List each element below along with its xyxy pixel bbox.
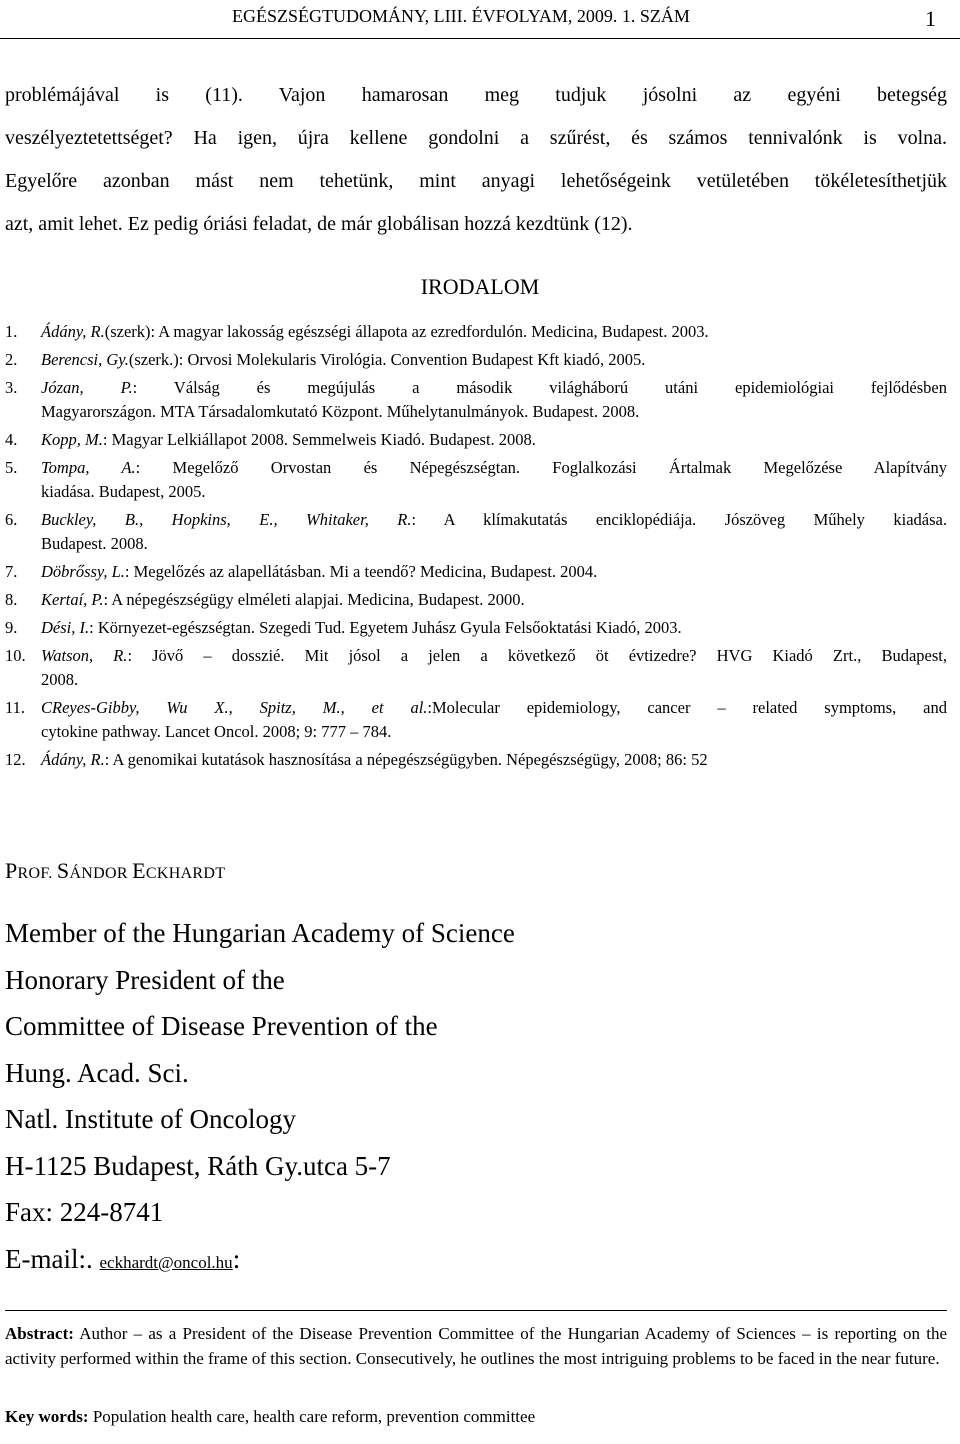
references-list (5, 320, 947, 776)
reference-number: 6. (5, 510, 18, 529)
abstract (5, 1322, 947, 1371)
reference-number: 7. (5, 562, 18, 581)
reference-number: 10. (5, 646, 26, 665)
email-line (5, 1236, 515, 1287)
reference-continuation: cytokine pathway. Lancet Oncol. 2008; 9: 777 – 784. (41, 722, 392, 741)
reference-item (5, 348, 947, 372)
reference-item (5, 508, 947, 556)
name-initial: S (56, 858, 70, 883)
name-initial: P (5, 858, 18, 883)
reference-line (41, 456, 947, 480)
keywords-text: Population health care, health care reform, prevention committee (88, 1407, 536, 1426)
body-line: problémájával is (11). Vajon hamarosan meg tudjuk jósolni az egyéni betegség (5, 84, 947, 106)
reference-item (5, 456, 947, 504)
reference-item (5, 748, 947, 772)
author-name (5, 858, 225, 884)
reference-text: : Megelőzés az alapellátásban. Mi a teendő? Medicina, Budapest. 2004. (124, 562, 598, 581)
abstract-text: Author – as a President of the Disease Prevention Committee of the Hungarian Academy of Sciences – is reporting on the activity performed within the frame of this section. Consecutively, he outlines the most intriguing problems to be faced in the near future. (5, 1324, 947, 1368)
reference-text: : A genomikai kutatások hasznosítása a népegészségügyben. Népegészségügy, 2008; 86: 52 (104, 750, 708, 769)
reference-line (41, 428, 947, 452)
reference-author: CReyes-Gibby, Wu X., Spitz, M., et al. (41, 698, 428, 717)
reference-line (41, 348, 947, 372)
running-title: EGÉSZSÉGTUDOMÁNY, LIII. ÉVFOLYAM, 2009. 1. SZÁM (232, 6, 690, 26)
reference-item (5, 560, 947, 584)
keywords-label: Key words: (5, 1407, 89, 1426)
reference-item (5, 320, 947, 344)
body-line: veszélyeztetettséget? Ha igen, újra kellene gondolni a szűrést, és számos tennivalónk is volna. (5, 127, 947, 149)
reference-author: Ádány, R. (41, 750, 105, 769)
reference-text: : Válság és megújulás a második világháború utáni epidemiológiai fejlődésben (132, 378, 947, 397)
reference-item (5, 428, 947, 452)
reference-line (41, 320, 947, 344)
reference-item (5, 588, 947, 612)
reference-line (41, 748, 947, 772)
reference-text: : Magyar Lelkiállapot 2008. Semmelweis Kiadó. Budapest. 2008. (102, 430, 536, 449)
reference-number: 1. (5, 322, 18, 341)
reference-author: Tompa, A. (41, 458, 136, 477)
body-line: Egyelőre azonban mást nem tehetünk, mint anyagi lehetőségeink vetületében tökéletesíthetjük (5, 170, 947, 192)
name-smallcaps: ROF. (17, 865, 57, 882)
email-label: E-mail:. (5, 1243, 93, 1274)
reference-number: 8. (5, 590, 18, 609)
reference-author: Kopp, M. (41, 430, 103, 449)
reference-continuation: kiadása. Budapest, 2005. (41, 482, 206, 501)
page-number: 1 (925, 6, 936, 31)
reference-item (5, 376, 947, 424)
reference-continuation: Magyarországon. MTA Társadalomkutató Központ. Műhelytanulmányok. Budapest. 2008. (41, 402, 640, 421)
references-heading: IRODALOM (420, 274, 540, 299)
reference-number: 12. (5, 750, 26, 769)
reference-line (41, 560, 947, 584)
reference-continuation: 2008. (41, 670, 79, 689)
reference-line (41, 644, 947, 668)
reference-line (41, 588, 947, 612)
affiliation-line: Hung. Acad. Sci. (5, 1057, 189, 1088)
reference-text: : Környezet-egészségtan. Szegedi Tud. Egyetem Juhász Gyula Felsőoktatási Kiadó, 2003. (89, 618, 682, 637)
affiliation-line: H-1125 Budapest, Ráth Gy.utca 5-7 (5, 1150, 391, 1181)
author-affiliation (5, 910, 515, 1286)
email-link[interactable]: eckhardt@oncol.hu (99, 1252, 233, 1272)
body-paragraph (5, 74, 947, 246)
reference-number: 11. (5, 698, 26, 717)
email-suffix: : (232, 1243, 241, 1274)
reference-text: : Jövő – dosszié. Mit jósol a jelen a következő öt évtizedre? HVG Kiadó Zrt., Budapest, (127, 646, 947, 665)
reference-number: 3. (5, 378, 18, 397)
affiliation-line: Honorary President of the (5, 964, 285, 995)
reference-item (5, 696, 947, 744)
reference-author: Józan, P. (41, 378, 133, 397)
affiliation-line: Committee of Disease Prevention of the (5, 1011, 438, 1041)
reference-number: 4. (5, 430, 18, 449)
affiliation-line: Fax: 224-8741 (5, 1197, 164, 1227)
reference-number: 9. (5, 618, 18, 637)
reference-text: (szerk): A magyar lakosság egészségi állapota az ezredfordulón. Medicina, Budapest. 2003. (104, 322, 709, 341)
separator-line (5, 1310, 947, 1311)
keywords (5, 1405, 947, 1429)
reference-author: Ádány, R. (41, 322, 105, 341)
reference-number: 2. (5, 350, 18, 369)
reference-author: Kertaí, P. (41, 590, 104, 609)
reference-text: (szerk.): Orvosi Molekularis Virológia. Convention Budapest Kft kiadó, 2005. (128, 350, 646, 369)
reference-line (41, 696, 947, 720)
reference-author: Döbrőssy, L. (41, 562, 125, 581)
body-line: azt, amit lehet. Ez pedig óriási feladat, de már globálisan hozzá kezdtünk (12). (5, 213, 633, 235)
reference-text: : Megelőző Orvostan és Népegészségtan. Foglalkozási Ártalmak Megelőzése Alapítvány (135, 458, 947, 477)
reference-continuation: Budapest. 2008. (41, 534, 148, 553)
name-initial: E (132, 858, 146, 883)
affiliation-line: Natl. Institute of Oncology (5, 1104, 296, 1134)
reference-author: Buckley, B., Hopkins, E., Whitaker, R. (41, 510, 412, 529)
reference-line (41, 616, 947, 640)
reference-number: 5. (5, 458, 18, 477)
reference-text: : A népegészségügy elméleti alapjai. Medicina, Budapest. 2000. (103, 590, 525, 609)
reference-text: : A klímakutatás enciklopédiája. Jószöveg Műhely kiadása. (411, 510, 947, 529)
reference-author: Dési, I. (41, 618, 90, 637)
abstract-label: Abstract: (5, 1324, 74, 1343)
name-smallcaps: CKHARDT (145, 865, 226, 882)
reference-author: Watson, R. (41, 646, 128, 665)
affiliation-line: Member of the Hungarian Academy of Science (5, 918, 515, 948)
reference-line (41, 376, 947, 400)
reference-text: :Molecular epidemiology, cancer – related symptoms, and (427, 698, 947, 717)
reference-item (5, 616, 947, 640)
reference-line (41, 508, 947, 532)
name-smallcaps: ÁNDOR (69, 865, 133, 882)
reference-author: Berencsi, Gy. (41, 350, 129, 369)
reference-item (5, 644, 947, 692)
